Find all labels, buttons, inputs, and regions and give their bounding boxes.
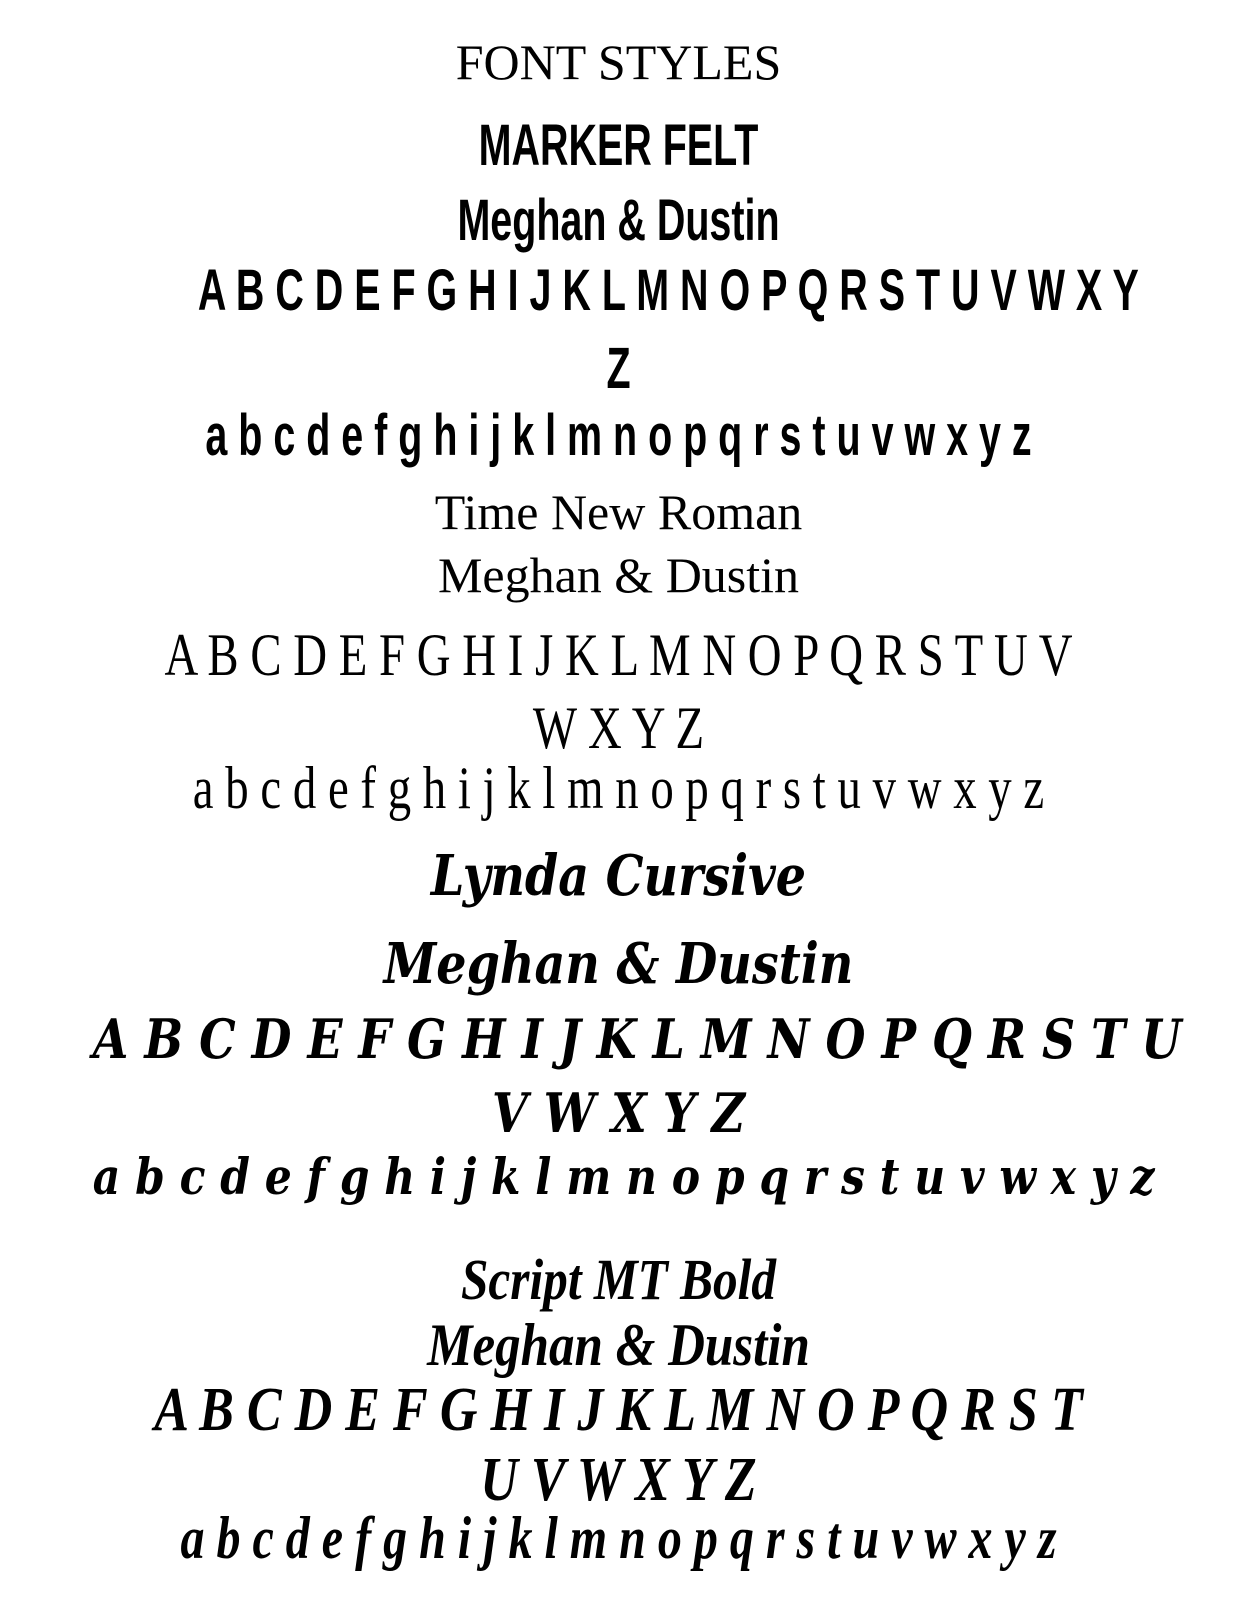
font-name-time-new-roman: Time New Roman [434, 484, 803, 540]
uppercase-alphabet-marker-felt-line1: A B C D E F G H I J K L M N O P Q R S T U V W X Y [197, 258, 1139, 323]
font-name-marker-felt: MARKER FELT [478, 113, 759, 178]
uppercase-alphabet-script-mt-bold-line2: U V W X Y Z [480, 1446, 757, 1514]
font-name-script-mt-bold: Script MT Bold [460, 1247, 777, 1312]
font-name-lynda-cursive: Lynda Cursive [430, 843, 807, 909]
lowercase-alphabet-marker-felt: a b c d e f g h i j k l m n o p q r s t u v w x y z [205, 403, 1032, 468]
uppercase-alphabet-time-new-roman-line1: A B C D E F G H I J K L M N O P Q R S T U V [164, 622, 1073, 688]
sample-text-script-mt-bold: Meghan & Dustin [427, 1312, 810, 1378]
page-title: FONT STYLES [455, 34, 782, 90]
sample-text-time-new-roman: Meghan & Dustin [437, 547, 800, 603]
uppercase-alphabet-script-mt-bold-line1: A B C D E F G H I J K L M N O P Q R S T [154, 1376, 1083, 1444]
lowercase-alphabet-script-mt-bold: a b c d e f g h i j k l m n o p q r s t u v w x y z [180, 1505, 1057, 1571]
uppercase-alphabet-marker-felt-line2: Z [606, 336, 631, 401]
lowercase-alphabet-time-new-roman: a b c d e f g h i j k l m n o p q r s t u v w x y z [192, 755, 1045, 821]
sample-text-lynda-cursive: Meghan & Dustin [383, 931, 854, 997]
uppercase-alphabet-lynda-cursive-line1: A B C D E F G H I J K L M N O P Q R S T U [92, 1007, 1182, 1071]
uppercase-alphabet-time-new-roman-line2: W X Y Z [532, 695, 705, 761]
lowercase-alphabet-lynda-cursive: a b c d e f g h i j k l m n o p q r s t u v w x y z [92, 1147, 1155, 1206]
uppercase-alphabet-lynda-cursive-line2: V W X Y Z [492, 1081, 745, 1145]
sample-text-marker-felt: Meghan & Dustin [457, 188, 780, 253]
